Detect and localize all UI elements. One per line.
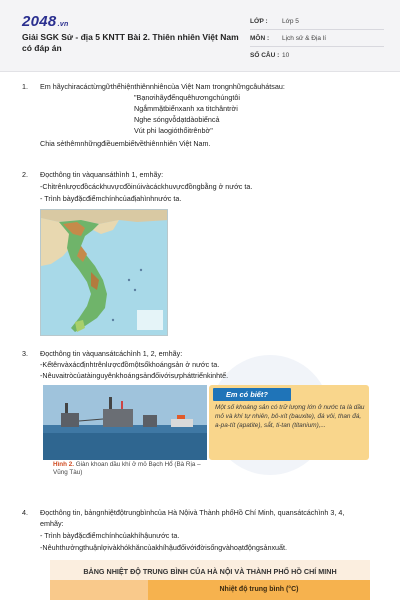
question-prompt: Đọcthông tin vàquansátcáchình 1, 2, emhãy: [40, 349, 183, 358]
meta-row-grade [250, 13, 384, 30]
logo-tld: .vn [57, 21, 69, 28]
figure-caption-text: Giàn khoan dầu khí ở mỏ Bạch Hổ (Bà Rịa – Vũng Tàu) [53, 461, 201, 476]
meta-label: LỚP : [250, 17, 268, 25]
oil-rig-illustration [43, 385, 207, 460]
temperature-table [50, 560, 370, 600]
question-number: 4. [22, 508, 28, 517]
page-title: Giải SGK Sử - địa 5 KNTT Bài 2. Thiên nhiên Việt Nam có đáp án [22, 32, 239, 53]
meta-row-count [250, 47, 384, 64]
poem-line: Vút phi laogióthổitrênbờ" [134, 126, 213, 135]
figure-caption [53, 461, 203, 477]
site-logo[interactable] [22, 13, 69, 30]
did-you-know-title: Em có biết? [213, 388, 291, 401]
question-prompt: Đọcthông tin vàquansáthình 1, emhãy: [40, 170, 164, 179]
question-prompt: Đọcthông tin, bảngnhiệtđộtrungbìnhcủa Hà Nộivà Thành phốHồ Chí Minh, quansátcáchình 3, 4, [40, 508, 345, 517]
table-header: Nhiệt độ trung bình (°C) [148, 580, 370, 600]
did-you-know-box [209, 385, 369, 460]
logo-text: 2048 [22, 13, 57, 30]
page-header [0, 0, 400, 72]
question-number: 1. [22, 82, 28, 91]
question-number: 3. [22, 349, 28, 358]
meta-label: SỐ CÂU : [250, 52, 280, 59]
question-bullet: -Kểtênvàxácđịnhtrênlượcđồmộtsốkhoángsản ở nước ta. [40, 360, 220, 369]
question-bullet: -Nêuhthưởngthuậnlợivàkhókhăncủakhíhậuđốivớiđờisốngvàhoạtđộngsảnxuất. [40, 543, 288, 552]
figure-caption-label: Hình 2. [53, 461, 74, 468]
oil-rig-photo [43, 385, 207, 460]
poem-line: "Bạnơihãyđếnquêhươngchúngtôi [134, 93, 240, 102]
meta-row-subject [250, 30, 384, 47]
table-title: BẢNG NHIỆT ĐỘ TRUNG BÌNH CỦA HÀ NỘI VÀ THÀNH PHỐ HỒ CHÍ MINH [83, 567, 337, 576]
map-illustration [41, 210, 168, 336]
question-prompt: emhãy: [40, 519, 64, 528]
meta-value: 10 [282, 52, 290, 59]
question-prompt: Em hãychiracáctừngữthểhiệnthiênnhiêncủa Việt Nam trongnhữngcâuhátsau: [40, 82, 285, 91]
meta-value: Lớp 5 [282, 17, 299, 25]
meta-table [250, 13, 384, 64]
question-bullet: -Nêuvaitròcủatàinguyênkhoángsảnđốivớisựpháttriểnkinhtế. [40, 371, 229, 380]
poem-line: Nghe sóngvỗdạtdàobiểncả [134, 115, 220, 124]
question-bullet: - Trình bàyđặcđiểmchínhcủakhíhậunước ta. [40, 531, 180, 540]
meta-label: MÔN : [250, 34, 270, 42]
question-bullet: -Chỉtrênlượcđồcáckhuvựcđồinúivàcáckhuvựcđồngbằng ở nước ta. [40, 182, 253, 191]
poem-line: Ngắmmặtbiểnxanh xa titchântrời [134, 104, 238, 113]
vietnam-terrain-map [40, 209, 168, 336]
meta-value: Lịch sử & Địa lí [282, 34, 327, 42]
question-bullet: - Trình bàyđặcđiểmchínhcủađịahìnhnước ta. [40, 194, 182, 203]
table-header-empty [50, 580, 148, 600]
question-closing: Chia sẻthêmnhữngđiềuembiếtvềthiênnhiên Việt Nam. [40, 139, 211, 148]
question-number: 2. [22, 170, 28, 179]
did-you-know-text: Một số khoáng sản có trữ lượng lớn ở nước ta là dầu mỏ và khí tự nhiên, bô-xít (bauxite), đá vôi, than đá, a-pa-tít (apatite), sắt, ti-tan (titanium),... [215, 404, 365, 429]
